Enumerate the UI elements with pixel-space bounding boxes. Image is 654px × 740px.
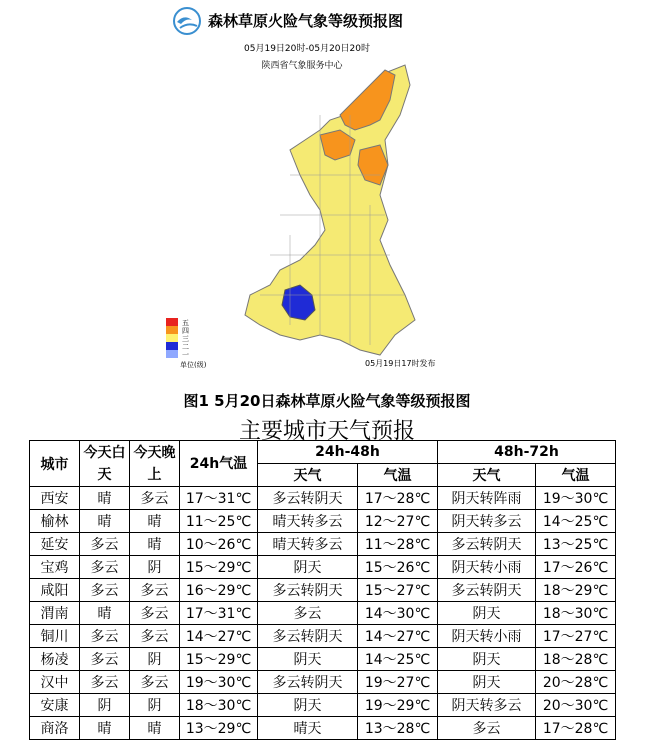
legend-swatch-5 xyxy=(166,318,178,326)
cell-t72: 17～28℃ xyxy=(536,717,616,740)
cell-day: 多云 xyxy=(80,671,130,694)
header-temp: 气温 xyxy=(536,464,616,487)
cell-t72: 20～28℃ xyxy=(536,671,616,694)
cell-t48: 11～28℃ xyxy=(358,533,438,556)
cell-t24: 14～27℃ xyxy=(180,625,258,648)
province-fire-risk-map xyxy=(220,55,420,365)
table-row xyxy=(30,602,616,625)
cell-night: 晴 xyxy=(130,533,180,556)
legend-swatch-1 xyxy=(166,350,178,358)
legend-label: 五 xyxy=(182,319,189,327)
cell-night: 阴 xyxy=(130,694,180,717)
city-forecast-table xyxy=(29,440,616,740)
cell-t72: 18～29℃ xyxy=(536,579,616,602)
cell-t72: 19～30℃ xyxy=(536,487,616,510)
cell-t48: 15～27℃ xyxy=(358,579,438,602)
cell-w72: 阴天转小雨 xyxy=(438,625,536,648)
cell-t48: 14～27℃ xyxy=(358,625,438,648)
cell-w72: 阴天转多云 xyxy=(438,694,536,717)
cell-w48: 晴天转多云 xyxy=(258,533,358,556)
figure-caption: 图1 5月20日森林草原火险气象等级预报图 xyxy=(183,392,471,410)
map-legend xyxy=(166,318,189,359)
cell-city: 汉中 xyxy=(30,671,80,694)
cell-city: 商洛 xyxy=(30,717,80,740)
cell-t24: 11～25℃ xyxy=(180,510,258,533)
header-temp: 气温 xyxy=(358,464,438,487)
cell-city: 延安 xyxy=(30,533,80,556)
cell-day: 晴 xyxy=(80,487,130,510)
weather-logo-icon xyxy=(172,6,202,36)
cell-w72: 阴天转阵雨 xyxy=(438,487,536,510)
table-row xyxy=(30,694,616,717)
cell-night: 多云 xyxy=(130,671,180,694)
cell-night: 多云 xyxy=(130,602,180,625)
header-24h-48h: 24h-48h xyxy=(258,441,438,464)
table-row xyxy=(30,579,616,602)
cell-night: 多云 xyxy=(130,579,180,602)
header-weather: 天气 xyxy=(438,464,536,487)
issue-time: 05月19日17时发布 xyxy=(365,359,436,368)
cell-city: 杨凌 xyxy=(30,648,80,671)
cell-night: 阴 xyxy=(130,648,180,671)
cell-day: 多云 xyxy=(80,533,130,556)
cell-w72: 多云转阴天 xyxy=(438,533,536,556)
cell-t72: 17～26℃ xyxy=(536,556,616,579)
cell-w48: 阴天 xyxy=(258,648,358,671)
map-issuer: 陕西省气象服务中心 xyxy=(261,61,343,71)
cell-t48: 13～28℃ xyxy=(358,717,438,740)
legend-label: 三 xyxy=(182,335,189,343)
cell-w72: 阴天转多云 xyxy=(438,510,536,533)
cell-day: 晴 xyxy=(80,510,130,533)
cell-t48: 14～30℃ xyxy=(358,602,438,625)
cell-w72: 阴天 xyxy=(438,602,536,625)
legend-swatch-3 xyxy=(166,334,178,342)
cell-w48: 晴天 xyxy=(258,717,358,740)
cell-city: 安康 xyxy=(30,694,80,717)
cell-day: 多云 xyxy=(80,648,130,671)
legend-label: 二 xyxy=(182,343,189,351)
cell-t48: 19～27℃ xyxy=(358,671,438,694)
table-row xyxy=(30,671,616,694)
cell-t24: 19～30℃ xyxy=(180,671,258,694)
cell-city: 咸阳 xyxy=(30,579,80,602)
cell-day: 多云 xyxy=(80,556,130,579)
cell-day: 多云 xyxy=(80,579,130,602)
cell-t24: 18～30℃ xyxy=(180,694,258,717)
cell-w72: 阴天 xyxy=(438,671,536,694)
cell-day: 阴 xyxy=(80,694,130,717)
header-today-day: 今天白天 xyxy=(80,441,130,487)
cell-t72: 14～25℃ xyxy=(536,510,616,533)
cell-t72: 13～25℃ xyxy=(536,533,616,556)
table-row xyxy=(30,487,616,510)
cell-day: 晴 xyxy=(80,717,130,740)
cell-t24: 16～29℃ xyxy=(180,579,258,602)
cell-t72: 17～27℃ xyxy=(536,625,616,648)
cell-t72: 18～28℃ xyxy=(536,648,616,671)
cell-t48: 19～29℃ xyxy=(358,694,438,717)
cell-t72: 18～30℃ xyxy=(536,602,616,625)
cell-w72: 阴天转小雨 xyxy=(438,556,536,579)
header-city: 城市 xyxy=(30,441,80,487)
table-row xyxy=(30,510,616,533)
map-period: 05月19日20时-05月20日20时 xyxy=(244,44,370,54)
cell-w48: 多云 xyxy=(258,602,358,625)
cell-t72: 20～30℃ xyxy=(536,694,616,717)
cell-w72: 多云 xyxy=(438,717,536,740)
table-row xyxy=(30,648,616,671)
cell-w48: 多云转阴天 xyxy=(258,671,358,694)
cell-night: 晴 xyxy=(130,510,180,533)
cell-night: 阴 xyxy=(130,556,180,579)
table-title: 主要城市天气预报 xyxy=(238,419,415,444)
table-row xyxy=(30,556,616,579)
cell-w48: 多云转阴天 xyxy=(258,579,358,602)
cell-w48: 多云转阴天 xyxy=(258,487,358,510)
legend-swatch-2 xyxy=(166,342,178,350)
cell-city: 铜川 xyxy=(30,625,80,648)
cell-w48: 多云转阴天 xyxy=(258,625,358,648)
legend-label: 四 xyxy=(182,327,189,335)
cell-t24: 10～26℃ xyxy=(180,533,258,556)
header-48h-72h: 48h-72h xyxy=(438,441,616,464)
cell-t24: 17～31℃ xyxy=(180,602,258,625)
legend-label: 一 xyxy=(182,351,189,359)
cell-day: 晴 xyxy=(80,602,130,625)
cell-night: 多云 xyxy=(130,625,180,648)
cell-t48: 17～28℃ xyxy=(358,487,438,510)
cell-t24: 15～29℃ xyxy=(180,648,258,671)
header-today-night: 今天晚上 xyxy=(130,441,180,487)
legend-swatch-4 xyxy=(166,326,178,334)
header-weather: 天气 xyxy=(258,464,358,487)
cell-w72: 阴天 xyxy=(438,648,536,671)
header-24h-temp: 24h气温 xyxy=(180,441,258,487)
cell-night: 多云 xyxy=(130,487,180,510)
cell-city: 西安 xyxy=(30,487,80,510)
cell-t24: 17～31℃ xyxy=(180,487,258,510)
cell-city: 渭南 xyxy=(30,602,80,625)
cell-t24: 13～29℃ xyxy=(180,717,258,740)
table-row xyxy=(30,717,616,740)
cell-w48: 阴天 xyxy=(258,694,358,717)
cell-w48: 阴天 xyxy=(258,556,358,579)
legend-unit: 单位(级) xyxy=(180,361,207,369)
cell-w72: 多云转阴天 xyxy=(438,579,536,602)
table-row xyxy=(30,625,616,648)
cell-night: 晴 xyxy=(130,717,180,740)
moderate-risk-region xyxy=(245,65,415,355)
cell-city: 榆林 xyxy=(30,510,80,533)
cell-t24: 15～29℃ xyxy=(180,556,258,579)
cell-day: 多云 xyxy=(80,625,130,648)
cell-t48: 15～26℃ xyxy=(358,556,438,579)
map-title: 森林草原火险气象等级预报图 xyxy=(208,12,404,30)
cell-city: 宝鸡 xyxy=(30,556,80,579)
cell-t48: 12～27℃ xyxy=(358,510,438,533)
cell-t48: 14～25℃ xyxy=(358,648,438,671)
cell-w48: 晴天转多云 xyxy=(258,510,358,533)
table-row xyxy=(30,533,616,556)
